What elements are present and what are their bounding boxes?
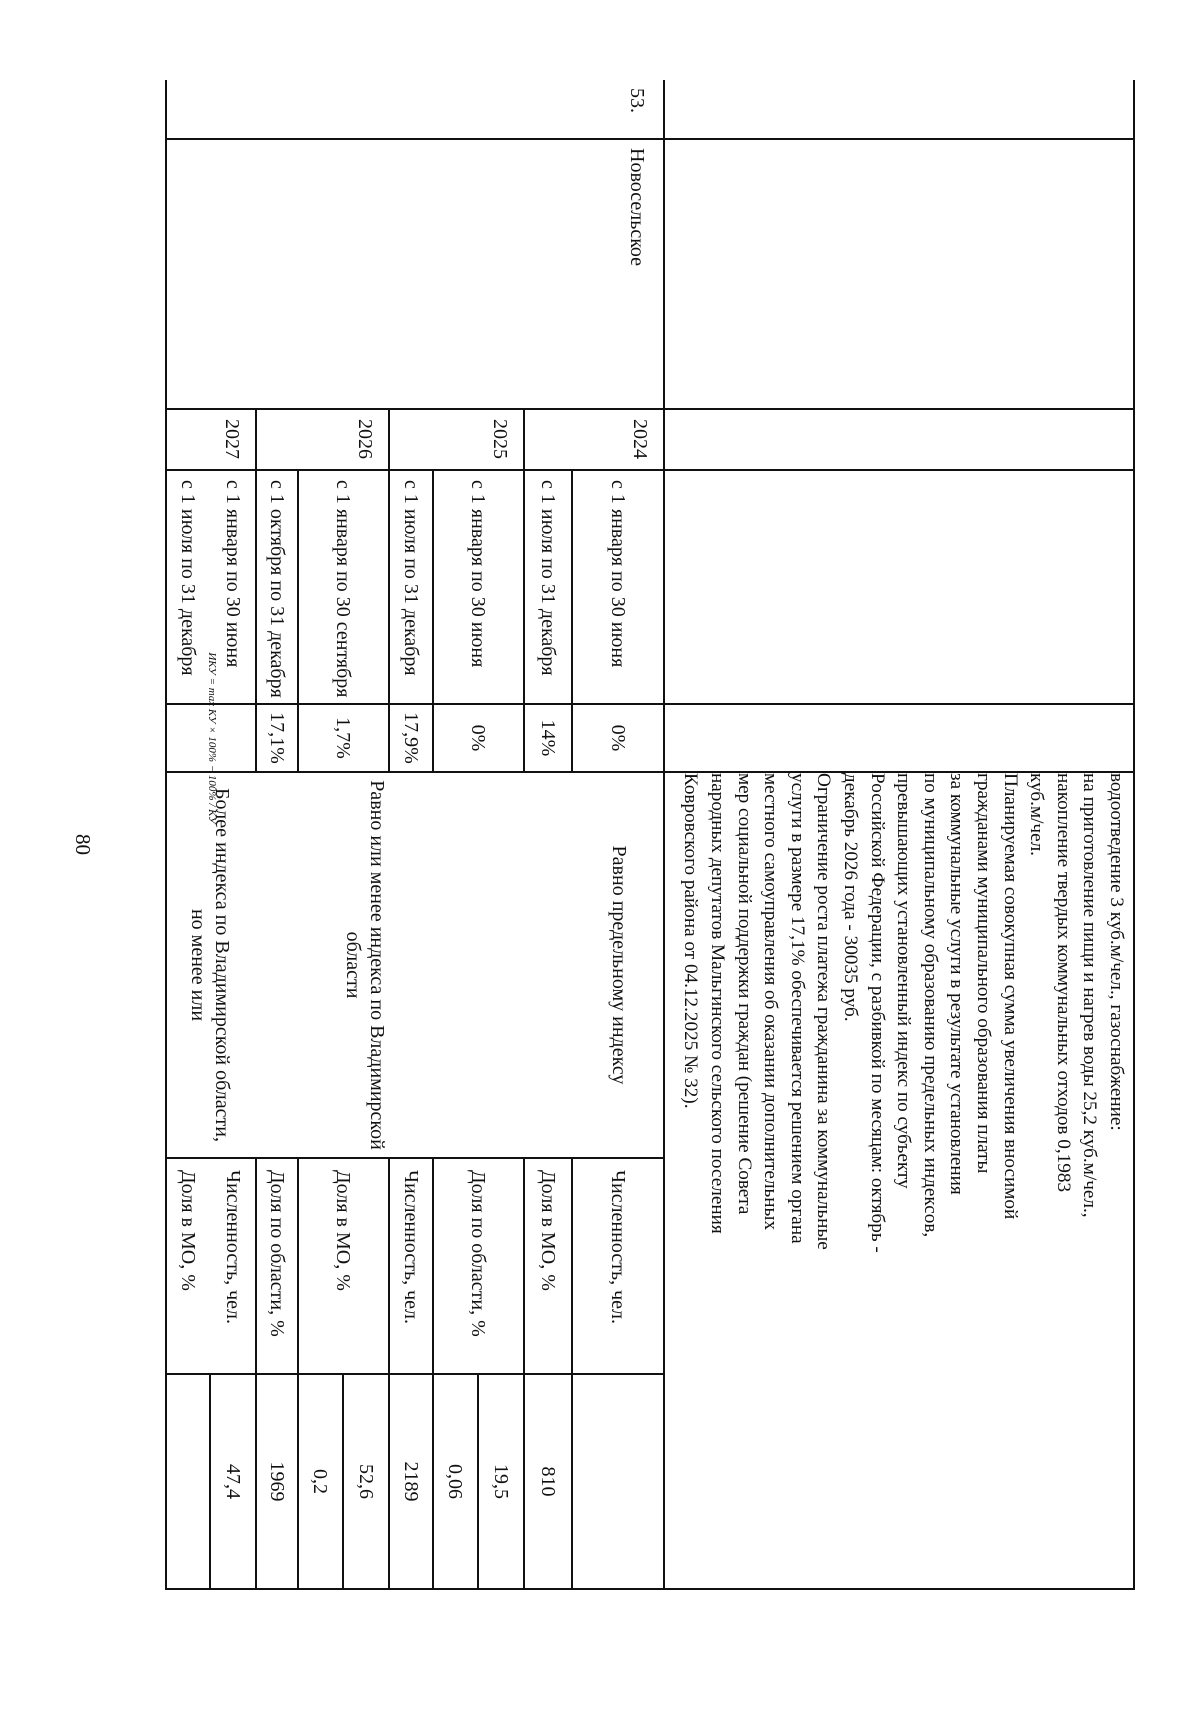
index-value: 0% bbox=[607, 724, 629, 752]
stat-value: 1969 bbox=[266, 1461, 288, 1502]
year-cell: 2025 bbox=[489, 419, 511, 459]
stat-label: Доля в МО, % bbox=[332, 1170, 355, 1291]
stat-label: Численность, чел. bbox=[400, 1170, 422, 1324]
stat-value: 19,5 bbox=[490, 1464, 512, 1499]
stat-value: 0,06 bbox=[444, 1464, 467, 1499]
notes-line: за коммунальные услуги в результате установления bbox=[946, 773, 968, 1195]
index-value: 17,9% bbox=[400, 712, 422, 764]
formula-text: ИКУ = max КУ × 100% − 100% / КУ bbox=[205, 652, 218, 824]
entry-number: 53. bbox=[626, 88, 648, 113]
year-cell: 2027 bbox=[221, 419, 243, 459]
page-number: 80 bbox=[71, 834, 95, 855]
notes-line: куб.м/чел. bbox=[1026, 773, 1048, 856]
notes-line: Российской Федерации, с разбивкой по месяцам: октябрь - bbox=[866, 773, 888, 1253]
notes-line: гражданами муниципального образования платы bbox=[973, 773, 995, 1174]
stat-label: Численность, чел. bbox=[607, 1170, 629, 1324]
period-cell: с 1 июля по 31 декабря bbox=[400, 480, 422, 676]
stat-label: Доля по области, % bbox=[266, 1170, 288, 1337]
municipality-name: Новосельское bbox=[626, 148, 648, 267]
notes-text bbox=[677, 773, 1129, 1588]
period-cell: с 1 июля по 31 декабря bbox=[177, 480, 199, 676]
index-value: 17,1% bbox=[266, 712, 288, 764]
notes-line: декабрь 2026 года - 30035 руб. bbox=[840, 773, 862, 1022]
col-divider bbox=[165, 469, 1135, 471]
index-value: 0% bbox=[467, 724, 490, 752]
index-value: 14% bbox=[537, 719, 559, 757]
notes-line: мер социальной поддержки граждан (решение Совета bbox=[733, 773, 755, 1215]
year-cell: 2026 bbox=[354, 419, 376, 459]
notes-line: народных депутатов Мальгинского сельского поселения bbox=[707, 773, 729, 1234]
tariff-index-table bbox=[165, 80, 1135, 1590]
notes-line: Ограничение роста платежа гражданина за коммунальные bbox=[813, 773, 835, 1250]
stat-value: 0,2 bbox=[309, 1469, 332, 1494]
period-cell: с 1 января по 30 июня bbox=[222, 480, 244, 668]
stat-value: 810 bbox=[537, 1466, 559, 1497]
period-cell: с 1 июля по 31 декабря bbox=[537, 480, 559, 676]
index-value: 1,7% bbox=[332, 717, 355, 759]
stat-value: 2189 bbox=[400, 1461, 422, 1502]
notes-line: превышающих установленный индекс по субъекту bbox=[893, 773, 915, 1189]
stat-value: 47,4 bbox=[222, 1464, 244, 1499]
group-label: Равно предельному индексу bbox=[608, 845, 630, 1085]
period-cell: с 1 января по 30 июня bbox=[467, 480, 490, 668]
stat-label: Доля по области, % bbox=[467, 1170, 490, 1337]
notes-line: водоотведение 3 куб.м/чел., газоснабжение: bbox=[1106, 773, 1127, 1131]
year-cell: 2024 bbox=[629, 419, 651, 459]
notes-line: Ковровского района от 04.12.2025 № 32). bbox=[680, 773, 702, 1109]
group-label: Более индекса по Владимирской области, но менее или bbox=[187, 788, 233, 1142]
notes-line: накопление твердых коммунальных отходов 0,1983 bbox=[1052, 773, 1074, 1193]
table-right-border bbox=[165, 1588, 1135, 1590]
row-divider bbox=[663, 80, 665, 1590]
stat-label: Доля в МО, % bbox=[537, 1170, 559, 1291]
notes-line: на приготовление пищи и нагрев воды 25,2 куб.м/чел., bbox=[1079, 773, 1101, 1218]
group-label: Равно или менее индекса по Владимирской области bbox=[342, 780, 388, 1150]
notes-line: по муниципальному образованию предельных индексов, bbox=[919, 773, 941, 1238]
col-divider bbox=[167, 1157, 665, 1159]
col-divider bbox=[165, 138, 1135, 140]
stat-value: 52,6 bbox=[355, 1464, 377, 1499]
period-cell: с 1 января по 30 июня bbox=[607, 480, 629, 668]
stat-label: Доля в МО, % bbox=[177, 1170, 199, 1291]
index-formula bbox=[167, 652, 255, 824]
period-cell: с 1 октября по 31 декабря bbox=[266, 480, 288, 698]
notes-line: местного самоуправления об оказании дополнительных bbox=[760, 773, 782, 1231]
stat-label: Численность, чел. bbox=[222, 1170, 244, 1324]
notes-line: услуги в размере 17,1% обеспечивается решением органа bbox=[786, 773, 808, 1244]
notes-line: Планируемая совокупная сумма увеличения вносимой bbox=[999, 773, 1021, 1220]
period-cell: с 1 января по 30 сентября bbox=[332, 480, 355, 698]
table-top-border bbox=[1133, 80, 1135, 1590]
